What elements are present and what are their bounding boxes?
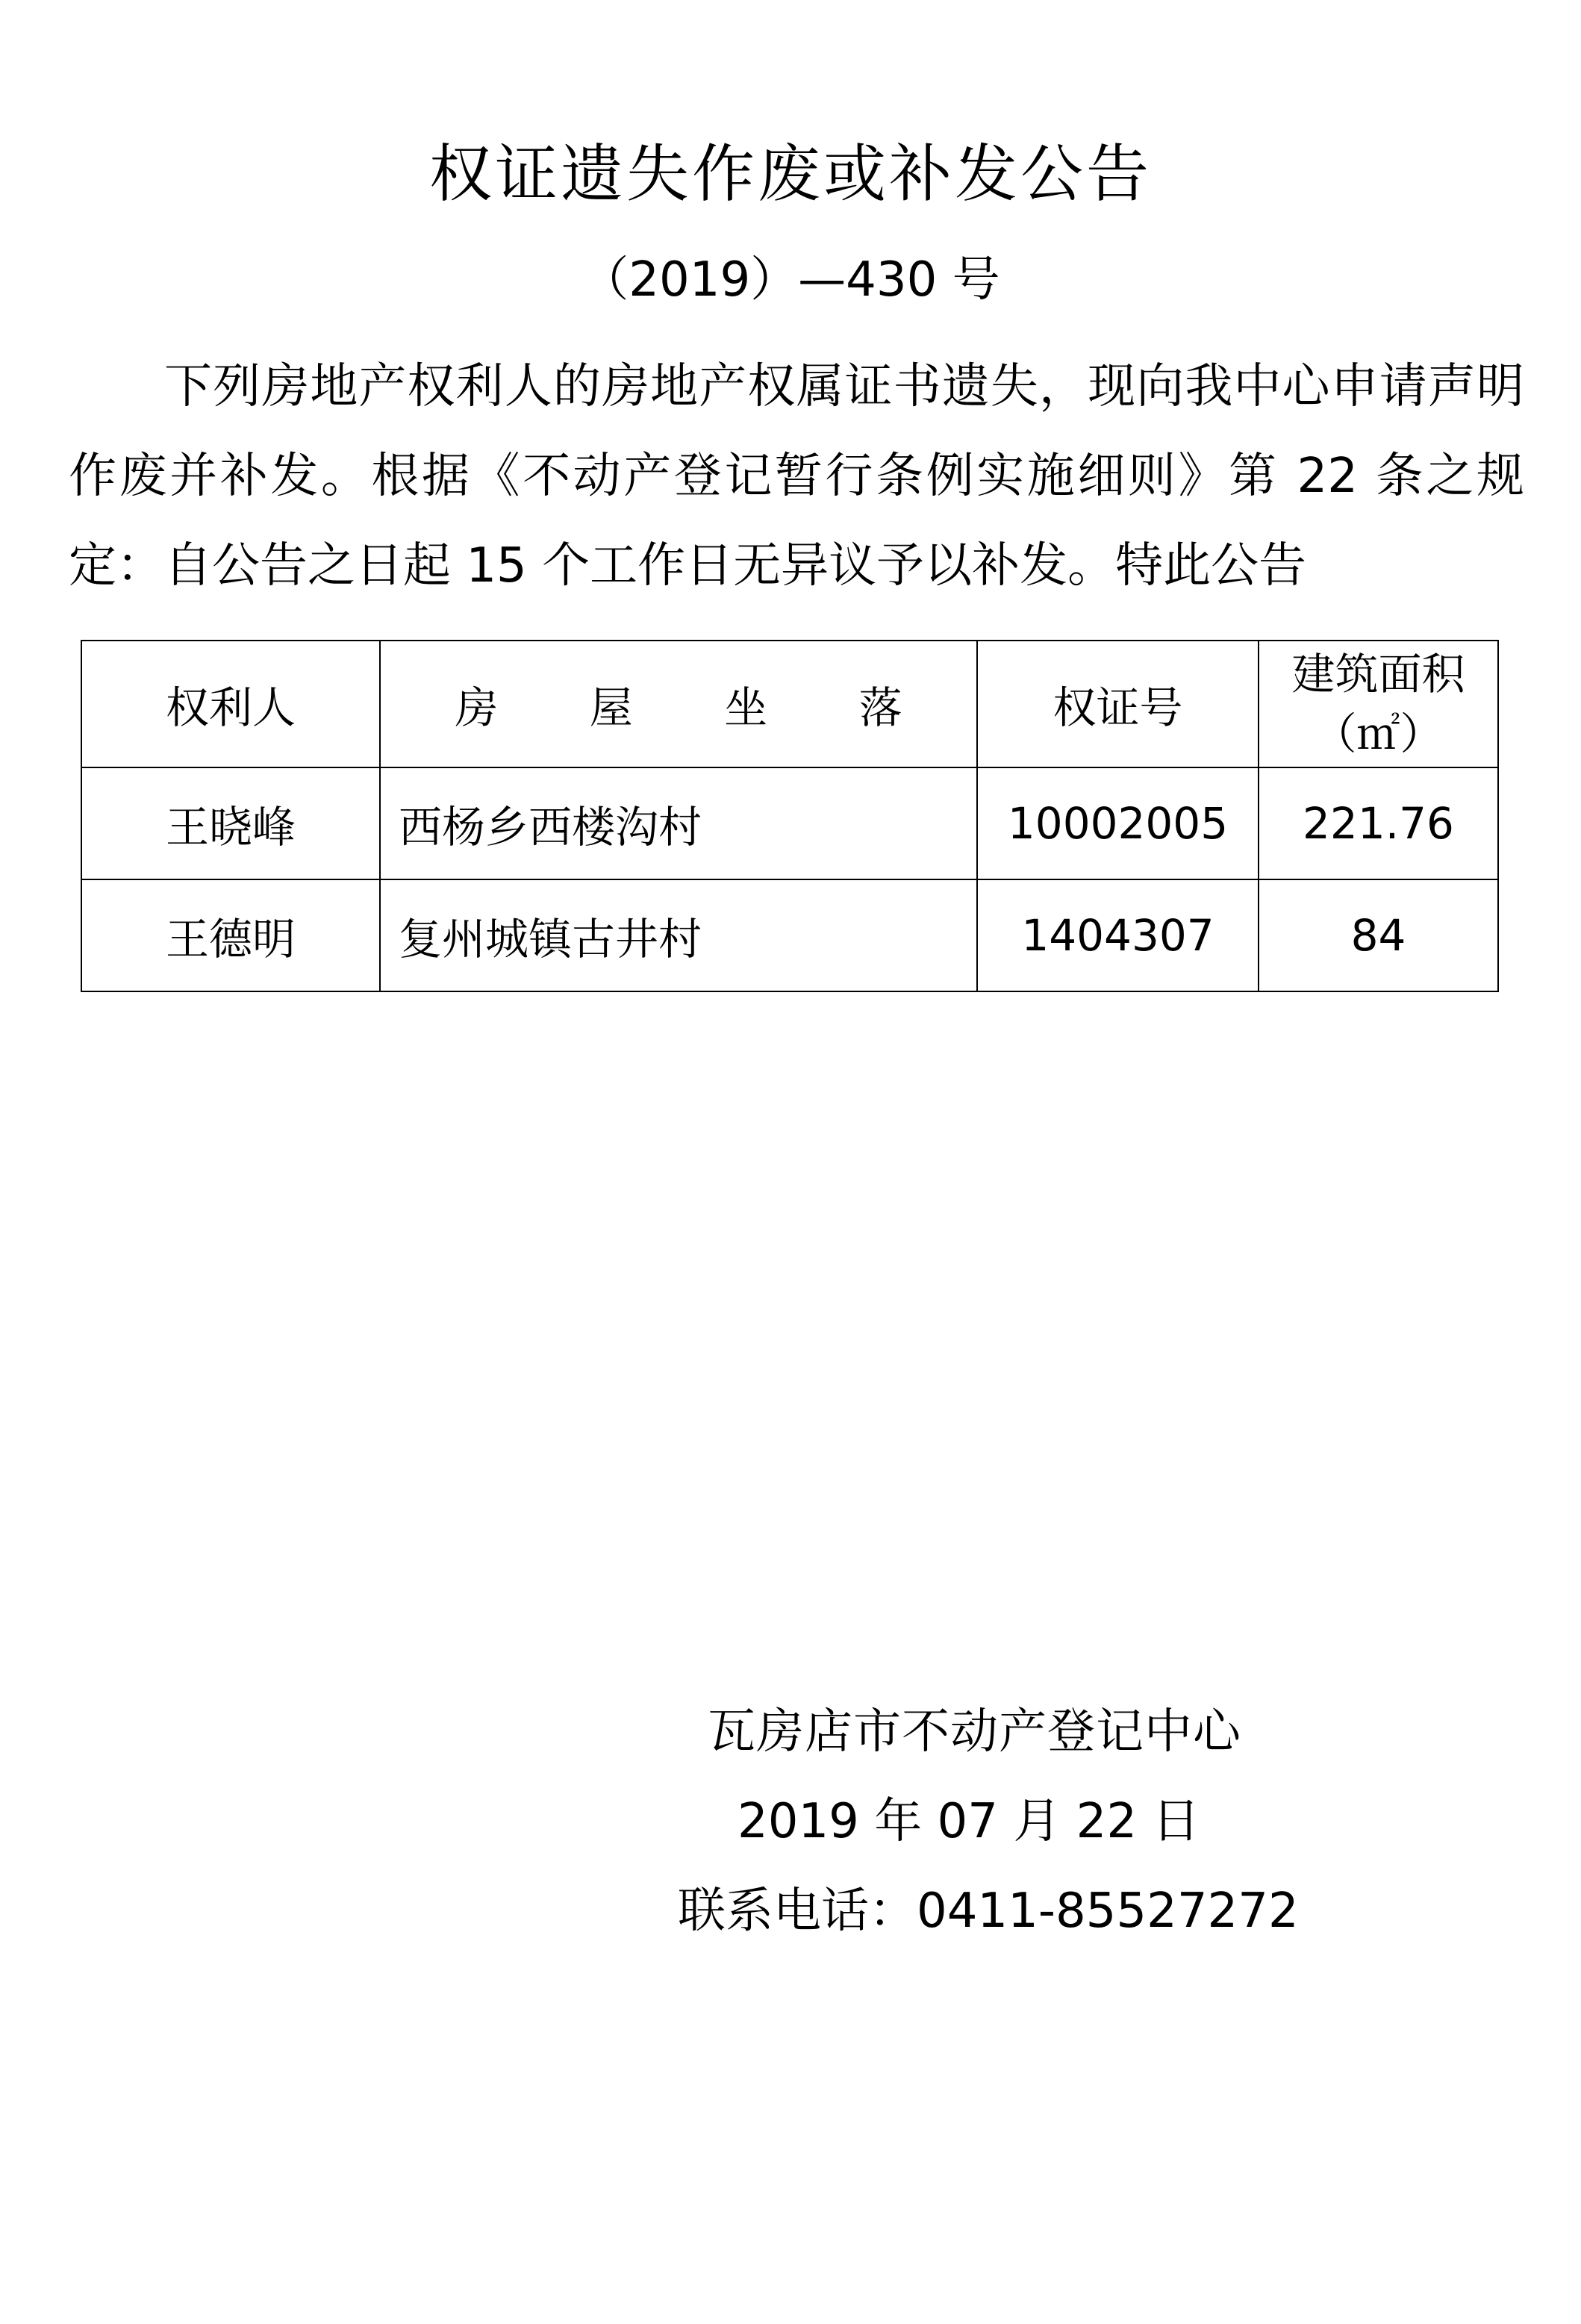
table-header-row bbox=[81, 641, 1498, 767]
notice-title: 权证遗失作废或补发公告 bbox=[428, 137, 1152, 211]
cell-location: 复州城镇古井村 bbox=[380, 879, 977, 991]
records-table bbox=[81, 640, 1499, 992]
header-owner: 权利人 bbox=[81, 641, 380, 767]
table-row bbox=[81, 767, 1498, 879]
table-row bbox=[81, 879, 1498, 991]
cell-area: 221.76 bbox=[1259, 767, 1498, 879]
notice-number: （2019）—430 号 bbox=[581, 252, 1000, 308]
header-cert-no: 权证号 bbox=[977, 641, 1259, 767]
issue-date: 2019 年 07 月 22 日 bbox=[738, 1794, 1200, 1849]
cell-cert-no: 10002005 bbox=[977, 767, 1259, 879]
header-area-line1: 建筑面积 bbox=[1291, 649, 1465, 700]
header-location: 房 屋 坐 落 bbox=[380, 641, 977, 767]
cell-location: 西杨乡西楼沟村 bbox=[380, 767, 977, 879]
cell-cert-no: 1404307 bbox=[977, 879, 1259, 991]
issuing-organization: 瓦房店市不动产登记中心 bbox=[708, 1704, 1241, 1760]
header-area bbox=[1259, 641, 1498, 767]
cell-area: 84 bbox=[1259, 879, 1498, 991]
header-area-line2: （㎡） bbox=[1313, 708, 1444, 759]
cell-owner: 王德明 bbox=[81, 879, 380, 991]
notice-body: 下列房地产权利人的房地产权属证书遗失，现向我中心申请声明作废并补发。根据《不动产登记暂行条例实施细则》第 22 条之规定：自公告之日起 15 个工作日无异议予以补发。特此公告 bbox=[69, 359, 1524, 594]
cell-owner: 王晓峰 bbox=[81, 767, 380, 879]
contact-phone: 联系电话：0411-85527272 bbox=[678, 1884, 1299, 1939]
